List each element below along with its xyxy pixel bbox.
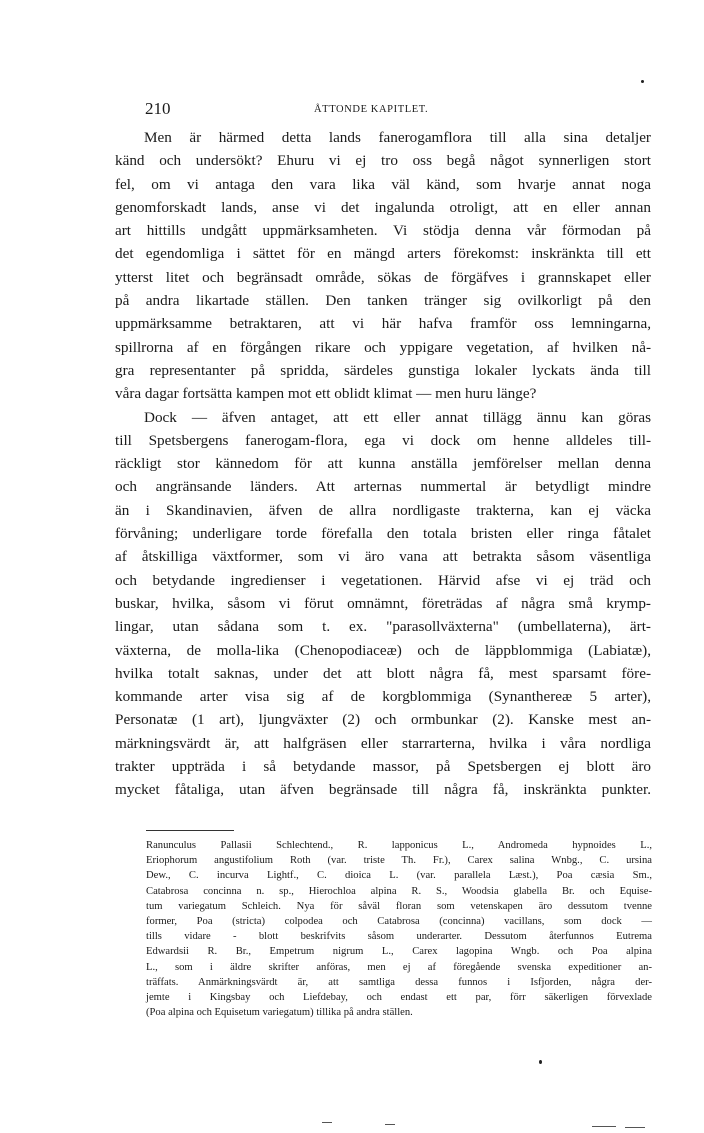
text-line: mycket fåtaliga, utan äfven begränsade till några få, inskränkta punkter.	[115, 781, 651, 799]
text-line: gra representanter på spridda, särdeles gunstiga lokaler lyckats ända till	[115, 361, 651, 379]
text-line: fel, om vi antaga den vara lika väl känd, som hvarje annat noga	[115, 175, 651, 193]
text-line: spillrorna af en förgången rikare och yppigare vegetation, af hvilken nå-	[115, 338, 651, 356]
text-line: växterna, de molla-lika (Chenopodiaceæ) och de läppblommiga (Labiatæ),	[115, 641, 651, 659]
text-line: märkningsvärdt är, att halfgräsen eller starrarterna, hvilka i våra nordliga	[115, 734, 651, 752]
footnote-line: Dew., C. incurva Lightf., C. dioica L. (var. parallela Læst.), Poa cæsia Sm.,	[146, 870, 652, 882]
footnote-line: Eriophorum angustifolium Roth (var. triste Th. Fr.), Carex salina Wnbg., C. ursina	[146, 855, 652, 867]
text-line: räckligt stor kännedom för att kunna anställa jemförelser mellan denna	[115, 455, 651, 473]
body-text	[115, 126, 651, 802]
text-line: och betydande ingredienser i vegetationen. Härvid afse vi ej träd och	[115, 571, 651, 589]
footnote-line: träffats. Anmärkningsvärdt är, att samtliga dessa funnos i Isfjorden, några der-	[146, 976, 652, 988]
footnote-line: tum variegatum Schleich. Nya för såväl floran som vetenskapen äro dessutom tvenne	[146, 900, 652, 912]
scan-speck	[322, 1122, 332, 1123]
text-line: Men är härmed detta lands fanerogamflora till alla sina detaljer	[144, 129, 651, 146]
footnote-rule	[146, 830, 234, 831]
text-line: buskar, hvilka, såsom vi förut omnämnt, företrädas af några små krymp-	[115, 594, 651, 612]
running-head: ÅTTONDE KAPITLET.	[314, 104, 429, 115]
text-line: än i Skandinavien, äfven de allra nordligaste trakterna, kan ej väcka	[115, 501, 651, 519]
footnote-line: (Poa alpina och Equisetum variegatum) tillika på andra ställen.	[146, 1007, 413, 1019]
text-line: och angränsande länders. Att arternas nummertal är betydligt mindre	[115, 478, 651, 496]
text-line: känd och undersökt? Ehuru vi ej tro oss begå något synnerligen stort	[115, 152, 651, 170]
scan-speck	[641, 80, 644, 83]
text-line: hvilka totalt saknas, under det att blott några få, mest sparsamt före-	[115, 664, 651, 682]
footnote-line: Catabrosa concinna n. sp., Hierochloa alpina R. S., Woodsia glabella Br. och Equise-	[146, 885, 652, 897]
text-line: till Spetsbergens fanerogam-flora, ega vi dock om henne alldeles till-	[115, 431, 651, 449]
footnote-line: jemte i Kingsbay och Liefdebay, och endast ett par, förr säkerligen förvexlade	[146, 991, 652, 1003]
text-line: genomforskadt lands, anse vi det ingalunda otroligt, att en eller annan	[115, 198, 651, 216]
scan-speck	[625, 1127, 645, 1128]
page-number: 210	[145, 99, 171, 118]
footnote-line: L., som i äldre skrifter anföras, men ej af föregående svenska expeditioner an-	[146, 961, 652, 973]
text-line: på andra likartade ställen. Den tanken tränger sig ovilkorligt på den	[115, 292, 651, 310]
text-line: förvåning; underligare torde förefalla den totala bristen eller ringa fåtalet	[115, 525, 651, 543]
scan-speck	[539, 1060, 542, 1064]
text-line: af åtskilliga växtformer, som vi äro vana att betrakta såsom väsentliga	[115, 548, 651, 566]
footnote-line: former, Poa (stricta) colpodea och Catabrosa (concinna) vacillans, som dock —	[146, 915, 652, 927]
footnote-line: tills vidare - blott beskrifvits såsom underarter. Dessutom återfunnos Eutrema	[146, 931, 652, 943]
text-line: lingar, utan sådana som t. ex. "parasollväxterna" (umbellaterna), ärt-	[115, 618, 651, 636]
text-line: uppmärksamme betraktaren, att vi här hafva framför oss lemningarna,	[115, 315, 651, 333]
text-line: kommande arter visa sig af de korgblommiga (Synanthereæ 5 arter),	[115, 688, 651, 706]
scan-speck	[385, 1124, 395, 1125]
text-line: ytterst litet och begränsadt område, sökas de förgäfves i grannskapet eller	[115, 268, 651, 286]
text-line: våra dagar fortsätta kampen mot ett oblidt klimat — men huru länge?	[115, 385, 537, 403]
page-header	[0, 99, 704, 121]
footnote-line: Ranunculus Pallasii Schlechtend., R. lapponicus L., Andromeda hypnoides L.,	[146, 840, 652, 851]
footnote	[146, 838, 652, 1020]
text-line: Personatæ (1 art), ljungväxter (2) och ormbunkar (2). Kanske mest an-	[115, 711, 651, 729]
scan-speck	[592, 1126, 616, 1127]
text-line: det egendomliga i sättet för en mängd arters förekomst: inskränkta till ett	[115, 245, 651, 263]
text-line: trakter uppträda i så betydande massor, på Spetsbergen ej blott äro	[115, 758, 651, 776]
text-line: art hittills undgått uppmärksamheten. Vi stödja denna vår förmodan på	[115, 222, 651, 240]
footnote-line: Edwardsii R. Br., Empetrum nigrum L., Carex lagopina Wngb. och Poa alpina	[146, 946, 652, 958]
text-line: Dock — äfven antaget, att ett eller annat tillägg ännu kan göras	[144, 408, 651, 426]
